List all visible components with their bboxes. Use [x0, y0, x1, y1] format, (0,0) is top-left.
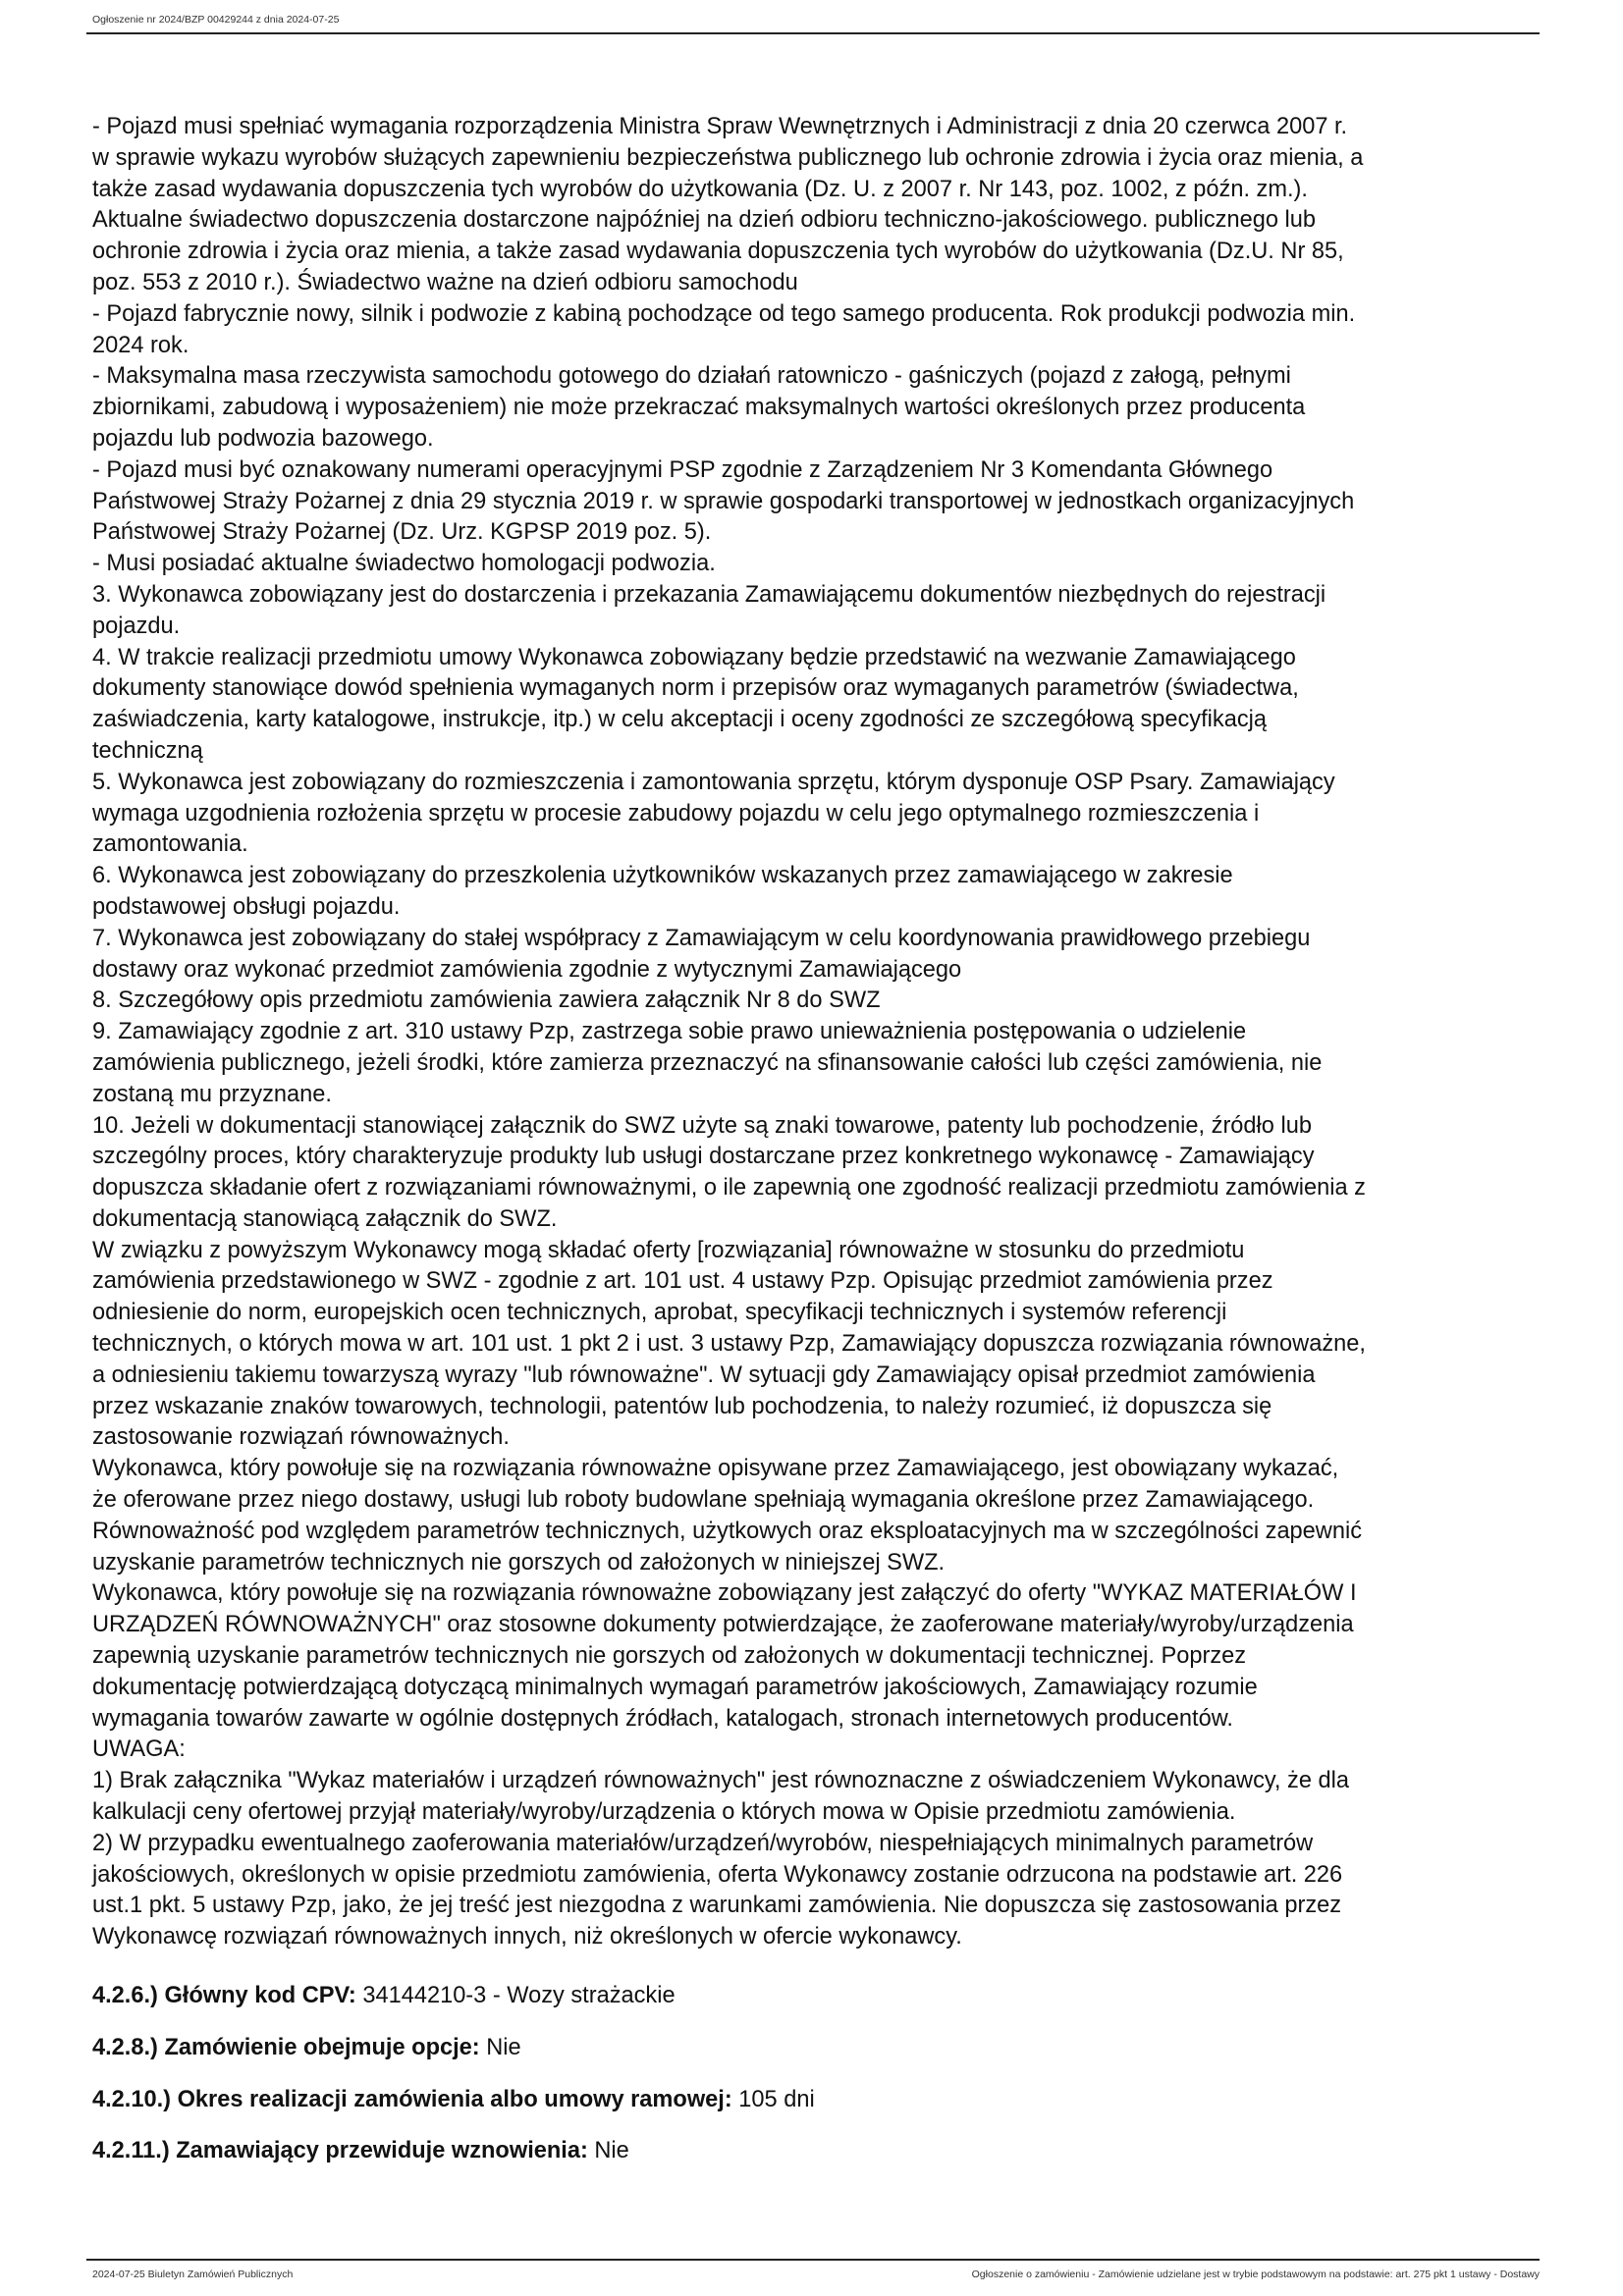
body-line: dostawy oraz wykonać przedmiot zamówienia zgodnie z wytycznymi Zamawiającego — [92, 956, 962, 983]
body-line: dokumentacją stanowiącą załącznik do SWZ. — [92, 1205, 558, 1232]
body-line: 2024 rok. — [92, 332, 189, 358]
body-line: Państwowej Straży Pożarnej (Dz. Urz. KGPSP 2019 poz. 5). — [92, 519, 712, 546]
body-line: dopuszcza składanie ofert z rozwiązaniami równoważnymi, o ile zapewnią one zgodność realizacji przedmiotu zamówienia z — [92, 1175, 1366, 1201]
body-line: wymagania towarów zawarte w ogólnie dostępnych źródłach, katalogach, stronach internetowych producentów. — [92, 1705, 1233, 1732]
body-line: URZĄDZEŃ RÓWNOWAŻNYCH" oraz stosowne dokumenty potwierdzające, że zaoferowane materiały/wyroby/urządzenia — [92, 1612, 1354, 1638]
body-line: przez wskazanie znaków towarowych, technologii, patentów lub pochodzenia, to należy rozumieć, iż dopuszcza się — [92, 1393, 1272, 1419]
field-row-renewals — [92, 2136, 1538, 2167]
header-divider — [86, 32, 1540, 34]
footer-notice-type: Ogłoszenie o zamówieniu - Zamówienie udzielane jest w trybie podstawowym na podstawie: art. 275 pkt 1 ustawy - Dostawy — [971, 2269, 1540, 2280]
body-line: wymaga uzgodnienia rozłożenia sprzętu w procesie zabudowy pojazdu w celu jego optymalnego rozmieszczenia i — [92, 800, 1260, 827]
body-line: odniesienie do norm, europejskich ocen technicznych, aprobat, specyfikacji technicznych i systemów referencji — [92, 1300, 1227, 1326]
body-line: 1) Brak załącznika "Wykaz materiałów i urządzeń równoważnych" jest równoznaczne z oświadczeniem Wykonawcy, że dla — [92, 1768, 1349, 1794]
body-line: 3. Wykonawca zobowiązany jest do dostarczenia i przekazania Zamawiającemu dokumentów niezbędnych do rejestracji — [92, 581, 1326, 608]
field-label: 4.2.10.) Okres realizacji zamówienia albo umowy ramowej: — [92, 2086, 732, 2112]
body-line: a odniesieniu takiemu towarzyszą wyrazy "lub równoważne". W sytuacji gdy Zamawiający opisał przedmiot zamówienia — [92, 1362, 1316, 1388]
body-line: że oferowane przez niego dostawy, usługi lub roboty budowlane spełniają wymagania określone przez Zamawiającego. — [92, 1487, 1315, 1514]
field-label: 4.2.8.) Zamówienie obejmuje opcje: — [92, 2034, 480, 2060]
body-line: 4. W trakcie realizacji przedmiotu umowy Wykonawca zobowiązany będzie przedstawić na wezwanie Zamawiającego — [92, 644, 1296, 670]
body-line: Wykonawca, który powołuje się na rozwiązania równoważne opisywane przez Zamawiającego, jest obowiązany wykazać, — [92, 1456, 1339, 1482]
body-line: 6. Wykonawca jest zobowiązany do przeszkolenia użytkowników wskazanych przez zamawiającego w zakresie — [92, 863, 1233, 889]
body-line: 2) W przypadku ewentualnego zaoferowania materiałów/urządzeń/wyrobów, niespełniających minimalnych parametrów — [92, 1830, 1314, 1856]
body-line: - Musi posiadać aktualne świadectwo homologacji podwozia. — [92, 551, 716, 577]
body-line: poz. 553 z 2010 r.). Świadectwo ważne na dzień odbioru samochodu — [92, 269, 798, 295]
body-line: także zasad wydawania dopuszczenia tych wyrobów do użytkowania (Dz. U. z 2007 r. Nr 143, poz. 1002, z późn. zm.). — [92, 176, 1308, 202]
body-line: technicznych, o których mowa w art. 101 ust. 1 pkt 2 i ust. 3 ustawy Pzp, Zamawiający dopuszcza rozwiązania równoważne, — [92, 1331, 1366, 1358]
body-line: jakościowych, określonych w opisie przedmiotu zamówienia, oferta Wykonawcy zostanie odrzucona na podstawie art. 226 — [92, 1861, 1343, 1888]
field-label: 4.2.11.) Zamawiający przewiduje wznowienia: — [92, 2138, 588, 2164]
body-line: techniczną — [92, 737, 203, 764]
body-line: zbiornikami, zabudową i wyposażeniem) nie może przekraczać maksymalnych wartości określonych przez producenta — [92, 395, 1306, 421]
body-line: 8. Szczegółowy opis przedmiotu zamówienia zawiera załącznik Nr 8 do SWZ — [92, 988, 881, 1014]
body-line: zamówienia publicznego, jeżeli środki, które zamierza przeznaczyć na sfinansowanie całości lub części zamówienia, nie — [92, 1049, 1323, 1076]
document-body — [92, 112, 1538, 1953]
body-line: zamontowania. — [92, 831, 248, 858]
field-value: 105 dni — [731, 2086, 815, 2112]
body-line: w sprawie wykazu wyrobów służących zapewnieniu bezpieczeństwa publicznego lub ochronie zdrowia i życia oraz mienia, a — [92, 144, 1364, 171]
body-line: zapewnią uzyskanie parametrów technicznych nie gorszych od założonych w dokumentacji technicznej. Poprzez — [92, 1643, 1247, 1670]
body-line: dokumenty stanowiące dowód spełnienia wymaganych norm i przepisów oraz wymaganych parametrów (świadectwa, — [92, 675, 1299, 702]
field-row-options — [92, 2033, 1538, 2064]
body-line: podstawowej obsługi pojazdu. — [92, 893, 401, 920]
body-line: Wykonawcę rozwiązań równoważnych innych, niż określonych w ofercie wykonawcy. — [92, 1924, 962, 1950]
body-line: - Pojazd fabrycznie nowy, silnik i podwozie z kabiną pochodzące od tego samego producenta. Rok produkcji podwozia min. — [92, 300, 1356, 327]
body-line: UWAGA: — [92, 1736, 186, 1763]
body-line: pojazdu lub podwozia bazowego. — [92, 425, 434, 452]
body-line: 7. Wykonawca jest zobowiązany do stałej współpracy z Zamawiającym w celu koordynowania prawidłowego przebiegu — [92, 925, 1311, 951]
body-line: W związku z powyższym Wykonawcy mogą składać oferty [rozwiązania] równoważne w stosunku do przedmiotu — [92, 1237, 1245, 1263]
body-line: 9. Zamawiający zgodnie z art. 310 ustawy Pzp, zastrzega sobie prawo unieważnienia postępowania o udzielenie — [92, 1019, 1247, 1045]
body-line: pojazdu. — [92, 613, 181, 639]
field-value: Nie — [587, 2138, 629, 2164]
body-line: zamówienia przedstawionego w SWZ - zgodnie z art. 101 ust. 4 ustawy Pzp. Opisując przedmiot zamówienia przez — [92, 1268, 1273, 1295]
body-line: uzyskanie parametrów technicznych nie gorszych od założonych w niniejszej SWZ. — [92, 1549, 946, 1575]
body-line: Aktualne świadectwo dopuszczenia dostarczone najpóźniej na dzień odbioru techniczno-jakościowego. publicznego lub — [92, 207, 1317, 234]
body-line: Równoważność pod względem parametrów technicznych, użytkowych oraz eksploatacyjnych ma w szczególności zapewnić — [92, 1518, 1363, 1544]
body-line: zastosowanie rozwiązań równoważnych. — [92, 1424, 510, 1451]
body-line: Wykonawca, który powołuje się na rozwiązania równoważne zobowiązany jest załączyć do oferty "WYKAZ MATERIAŁÓW I — [92, 1580, 1357, 1607]
field-row-cpv-code — [92, 1981, 1538, 2012]
body-line: kalkulacji ceny ofertowej przyjął materiały/wyroby/urządzenia o których mowa w Opisie przedmiotu zamówienia. — [92, 1799, 1236, 1826]
body-line: dokumentację potwierdzającą dotyczącą minimalnych wymagań parametrów jakościowych, Zamawiający rozumie — [92, 1674, 1258, 1700]
body-line: ust.1 pkt. 5 ustawy Pzp, jako, że jej treść jest niezgodna z warunkami zamówienia. Nie dopuszcza się zastosowania przez — [92, 1893, 1342, 1919]
field-list — [92, 1981, 1538, 2188]
body-line: Państwowej Straży Pożarnej z dnia 29 stycznia 2019 r. w sprawie gospodarki transportowej w jednostkach organizacyjnych — [92, 488, 1355, 514]
announcement-header: Ogłoszenie nr 2024/BZP 00429244 z dnia 2024-07-25 — [92, 14, 340, 26]
body-line: 5. Wykonawca jest zobowiązany do rozmieszczenia i zamontowania sprzętu, którym dysponuje OSP Psary. Zamawiający — [92, 769, 1335, 795]
body-line: szczególny proces, który charakteryzuje produkty lub usługi dostarczane przez konkretnego wykonawcę - Zamawiający — [92, 1144, 1315, 1170]
body-line: - Maksymalna masa rzeczywista samochodu gotowego do działań ratowniczo - gaśniczych (pojazd z załogą, pełnymi — [92, 363, 1291, 390]
body-line: 10. Jeżeli w dokumentacji stanowiącej załącznik do SWZ użyte są znaki towarowe, patenty lub pochodzenie, źródło lub — [92, 1112, 1312, 1139]
body-line: ochronie zdrowia i życia oraz mienia, a także zasad wydawania dopuszczenia tych wyrobów do użytkowania (Dz.U. Nr 85, — [92, 239, 1344, 265]
field-value: Nie — [479, 2034, 521, 2060]
field-label: 4.2.6.) Główny kod CPV: — [92, 1983, 356, 2008]
field-value: 34144210-3 - Wozy strażackie — [355, 1983, 676, 2008]
field-row-duration — [92, 2085, 1538, 2116]
body-line: zaświadczenia, karty katalogowe, instrukcje, itp.) w celu akceptacji i oceny zgodności ze szczegółową specyfikacją — [92, 707, 1267, 733]
footer-source: 2024-07-25 Biuletyn Zamówień Publicznych — [92, 2269, 294, 2280]
footer-divider — [86, 2259, 1540, 2261]
body-line: - Pojazd musi być oznakowany numerami operacyjnymi PSP zgodnie z Zarządzeniem Nr 3 Komendanta Głównego — [92, 456, 1273, 483]
body-line: - Pojazd musi spełniać wymagania rozporządzenia Ministra Spraw Wewnętrznych i Administracji z dnia 20 czerwca 2007 r. — [92, 114, 1348, 139]
body-line: zostaną mu przyznane. — [92, 1081, 332, 1107]
